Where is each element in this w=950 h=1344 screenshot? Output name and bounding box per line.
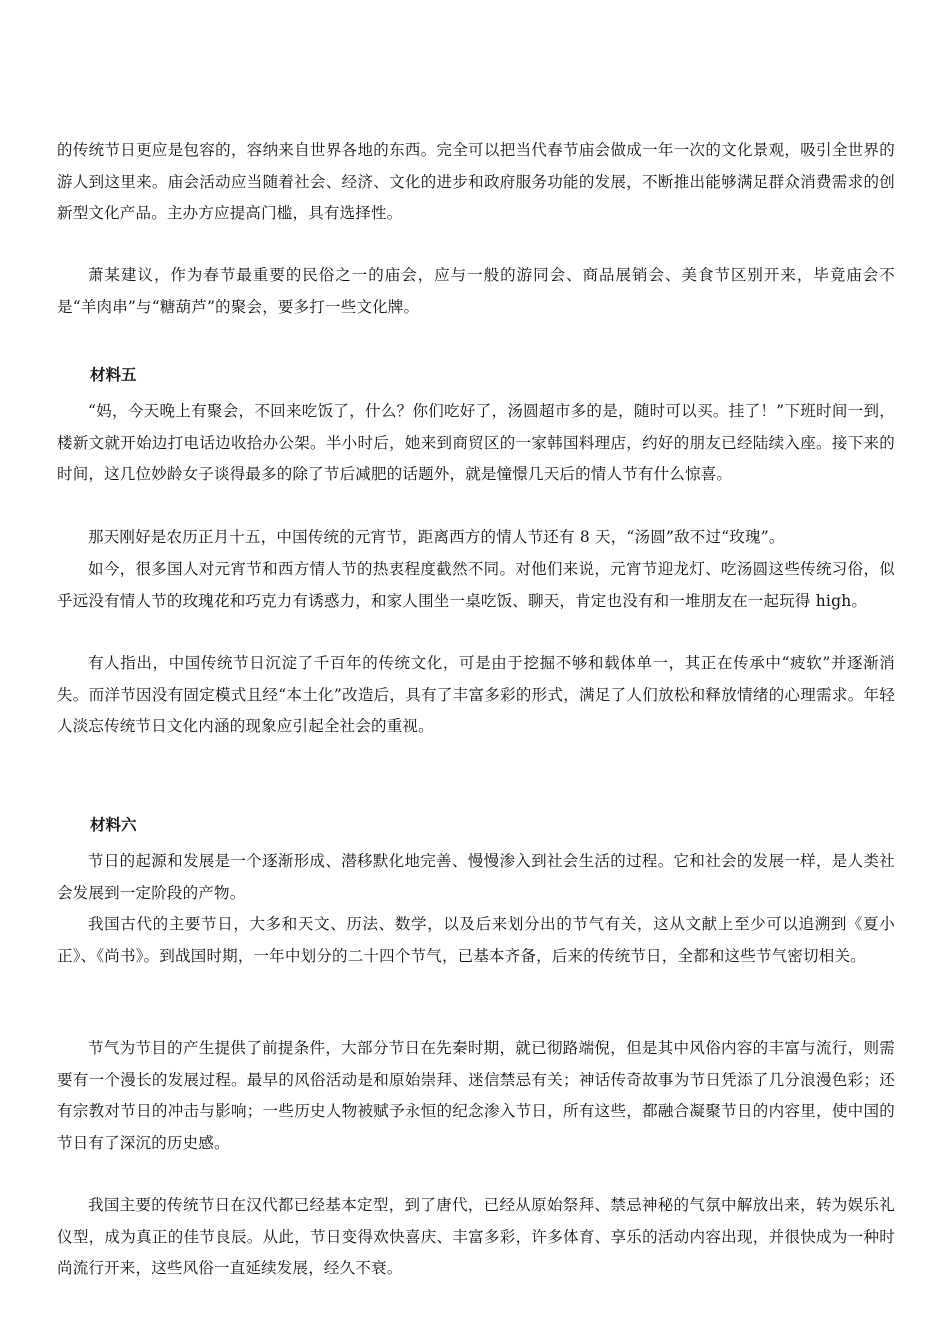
paragraph-material-six-2: 我国古代的主要节日，大多和天文、历法、数学，以及后来划分出的节气有关，这从文献上至少可以追溯到《夏小正》、《尚书》。到战国时期，一年中划分的二十四个节气，已基本齐备，后来的传统节日，全都和这些节气密切相关。 bbox=[57, 915, 895, 965]
paragraph-material-six-4: 我国主要的传统节日在汉代都已经基本定型，到了唐代，已经从原始祭拜、禁忌神秘的气氛中解放出来，转为娱乐礼仪型，成为真正的佳节良辰。从此，节日变得欢快喜庆、丰富多彩，许多体育、享乐的活动内容出现，并很快成为一种时尚流行开来，这些风俗一直延续发展，经久不衰。 bbox=[57, 1196, 895, 1277]
paragraph-material-five-1: “妈，今天晚上有聚会，不回来吃饭了，什么？你们吃好了，汤圆超市多的是，随时可以买。挂了！”下班时间一到，楼新文就开始边打电话边收拾办公架。半小时后，她来到商贸区的一家韩国料理店，约好的朋友已经陆续入座。接下来的时间，这几位妙龄女子谈得最多的除了节后减肥的话题外，就是憧憬几天后的情人节有什么惊喜。 bbox=[57, 402, 895, 483]
paragraph-material-six-1: 节日的起源和发展是一个逐渐形成、潜移默化地完善、慢慢渗入到社会生活的过程。它和社会的发展一样，是人类社会发展到一定阶段的产物。 bbox=[57, 852, 895, 902]
heading-material-five: 材料五 bbox=[90, 366, 137, 384]
paragraph-material-five-4: 有人指出，中国传统节日沉淀了千百年的传统文化，可是由于挖掘不够和载体单一，其正在传承中“疲软”并逐渐消失。而洋节因没有固定模式且经“本土化”改造后，具有了丰富多彩的形式，满足了人们放松和释放情绪的心理需求。年轻人淡忘传统节日文化内涵的现象应引起全社会的重视。 bbox=[57, 654, 895, 735]
paragraph-material-six-3: 节气为节目的产生提供了前提条件，大部分节日在先秦时期，就已彻路端倪，但是其中风俗内容的丰富与流行，则需要有一个漫长的发展过程。最早的风俗活动是和原始崇拜、迷信禁忌有关；神话传奇故事为节日凭添了几分浪漫色彩；还有宗教对节日的冲击与影响；一些历史人物被赋予永恒的纪念渗入节日，所有这些，都融合凝聚节日的内容里，使中国的节日有了深沉的历史感。 bbox=[57, 1039, 895, 1152]
paragraph-xiao-suggestion: 萧某建议，作为春节最重要的民俗之一的庙会，应与一般的游同会、商品展销会、美食节区别开来，毕竟庙会不是“羊肉串”与“糖葫芦”的聚会，要多打一些文化牌。 bbox=[57, 266, 895, 316]
heading-material-six: 材料六 bbox=[90, 816, 137, 834]
paragraph-material-five-2: 那天刚好是农历正月十五，中国传统的元宵节，距离西方的情人节还有 8 天，“汤圆”敌不过“玫瑰”。 bbox=[88, 528, 785, 546]
paragraph-continuation: 的传统节日更应是包容的，容纳来自世界各地的东西。完全可以把当代春节庙会做成一年一次的文化景观，吸引全世界的游人到这里来。庙会活动应当随着社会、经济、文化的进步和政府服务功能的发展，不断推出能够满足群众消费需求的创新型文化产品。主办方应提高门槛，具有选择性。 bbox=[57, 141, 895, 222]
paragraph-material-five-3: 如今，很多国人对元宵节和西方情人节的热衷程度截然不同。对他们来说，元宵节迎龙灯、吃汤圆这些传统习俗，似乎远没有情人节的玫瑰花和巧克力有诱惑力，和家人围坐一桌吃饭、聊天，肯定也没有和一堆朋友在一起玩得 high。 bbox=[57, 560, 895, 610]
